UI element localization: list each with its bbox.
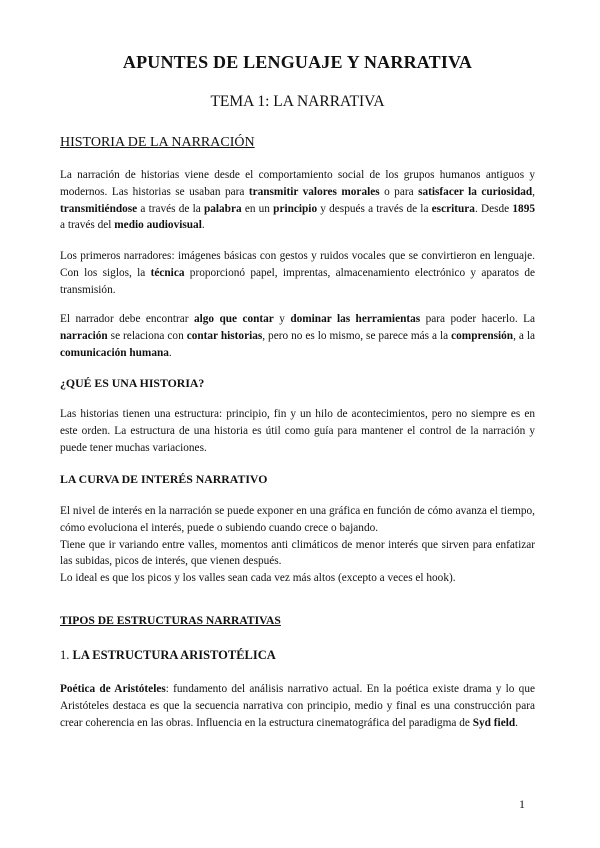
curva-line-3: Lo ideal es que los picos y los valles sean cada vez más altos (excepto a veces el hook).	[60, 572, 456, 585]
section-heading-historia: HISTORIA DE LA NARRACIÓN	[60, 135, 255, 150]
paragraph-aristotelica: Poética de Aristóteles: fundamento del análisis narrativo actual. En la poética existe drama y lo que Aristóteles destaca es que la secuencia narrativa con principio, medio y final es una construcción para crear coherencia en las obras. Influencia en la estructura cinematográfica del paradigma de Syd field.	[60, 683, 535, 729]
paragraph-historia-1: La narración de historias viene desde el comportamiento social de los grupos humanos antiguos y modernos. Las historias se usaban para transmitir valores morales o para satisfacer la curiosidad, transmitiéndose a través de la palabra en un principio y después a través de la escritura. Desde 1895 a través del medio audiovisual.	[60, 169, 535, 232]
paragraph-que-es: Las historias tienen una estructura: principio, fin y un hilo de acontecimientos, pero no siempre es en este orden. La estructura de una historia es útil como guía para mantener el control de la narración y puede tener muchas variaciones.	[60, 408, 535, 454]
section-heading-que-es: ¿QUÉ ES UNA HISTORIA?	[60, 376, 205, 390]
curva-line-1: El nivel de interés en la narración se puede exponer en una gráfica en función de cómo avanza el tiempo, cómo evoluciona el interés, puede o subiendo cuando crece o bajando.	[60, 505, 535, 534]
page-number: 1	[519, 797, 525, 811]
subsection-heading-aristotelica: 1. LA ESTRUCTURA ARISTOTÉLICA	[60, 648, 276, 662]
paragraph-historia-2: Los primeros narradores: imágenes básicas con gestos y ruidos vocales que se convirtieron en lenguaje. Con los siglos, la técnica proporcionó papel, imprentas, almacenamiento electrónico y aparatos de transmisión.	[60, 250, 535, 296]
document-subtitle: TEMA 1: LA NARRATIVA	[210, 93, 385, 110]
curva-line-2: Tiene que ir variando entre valles, momentos anti climáticos de menor interés que sirven para enfatizar las subidas, picos de interés, que vienen después.	[60, 538, 535, 568]
document-title: APUNTES DE LENGUAJE Y NARRATIVA	[122, 52, 473, 72]
paragraph-curva	[60, 503, 535, 587]
section-heading-curva: LA CURVA DE INTERÉS NARRATIVO	[60, 472, 268, 486]
section-heading-tipos: TIPOS DE ESTRUCTURAS NARRATIVAS	[60, 614, 281, 627]
paragraph-historia-3: El narrador debe encontrar algo que contar y dominar las herramientas para poder hacerlo. La narración se relaciona con contar historias, pero no es lo mismo, se parece más a la comprensión, a la comunicación humana.	[60, 313, 536, 359]
